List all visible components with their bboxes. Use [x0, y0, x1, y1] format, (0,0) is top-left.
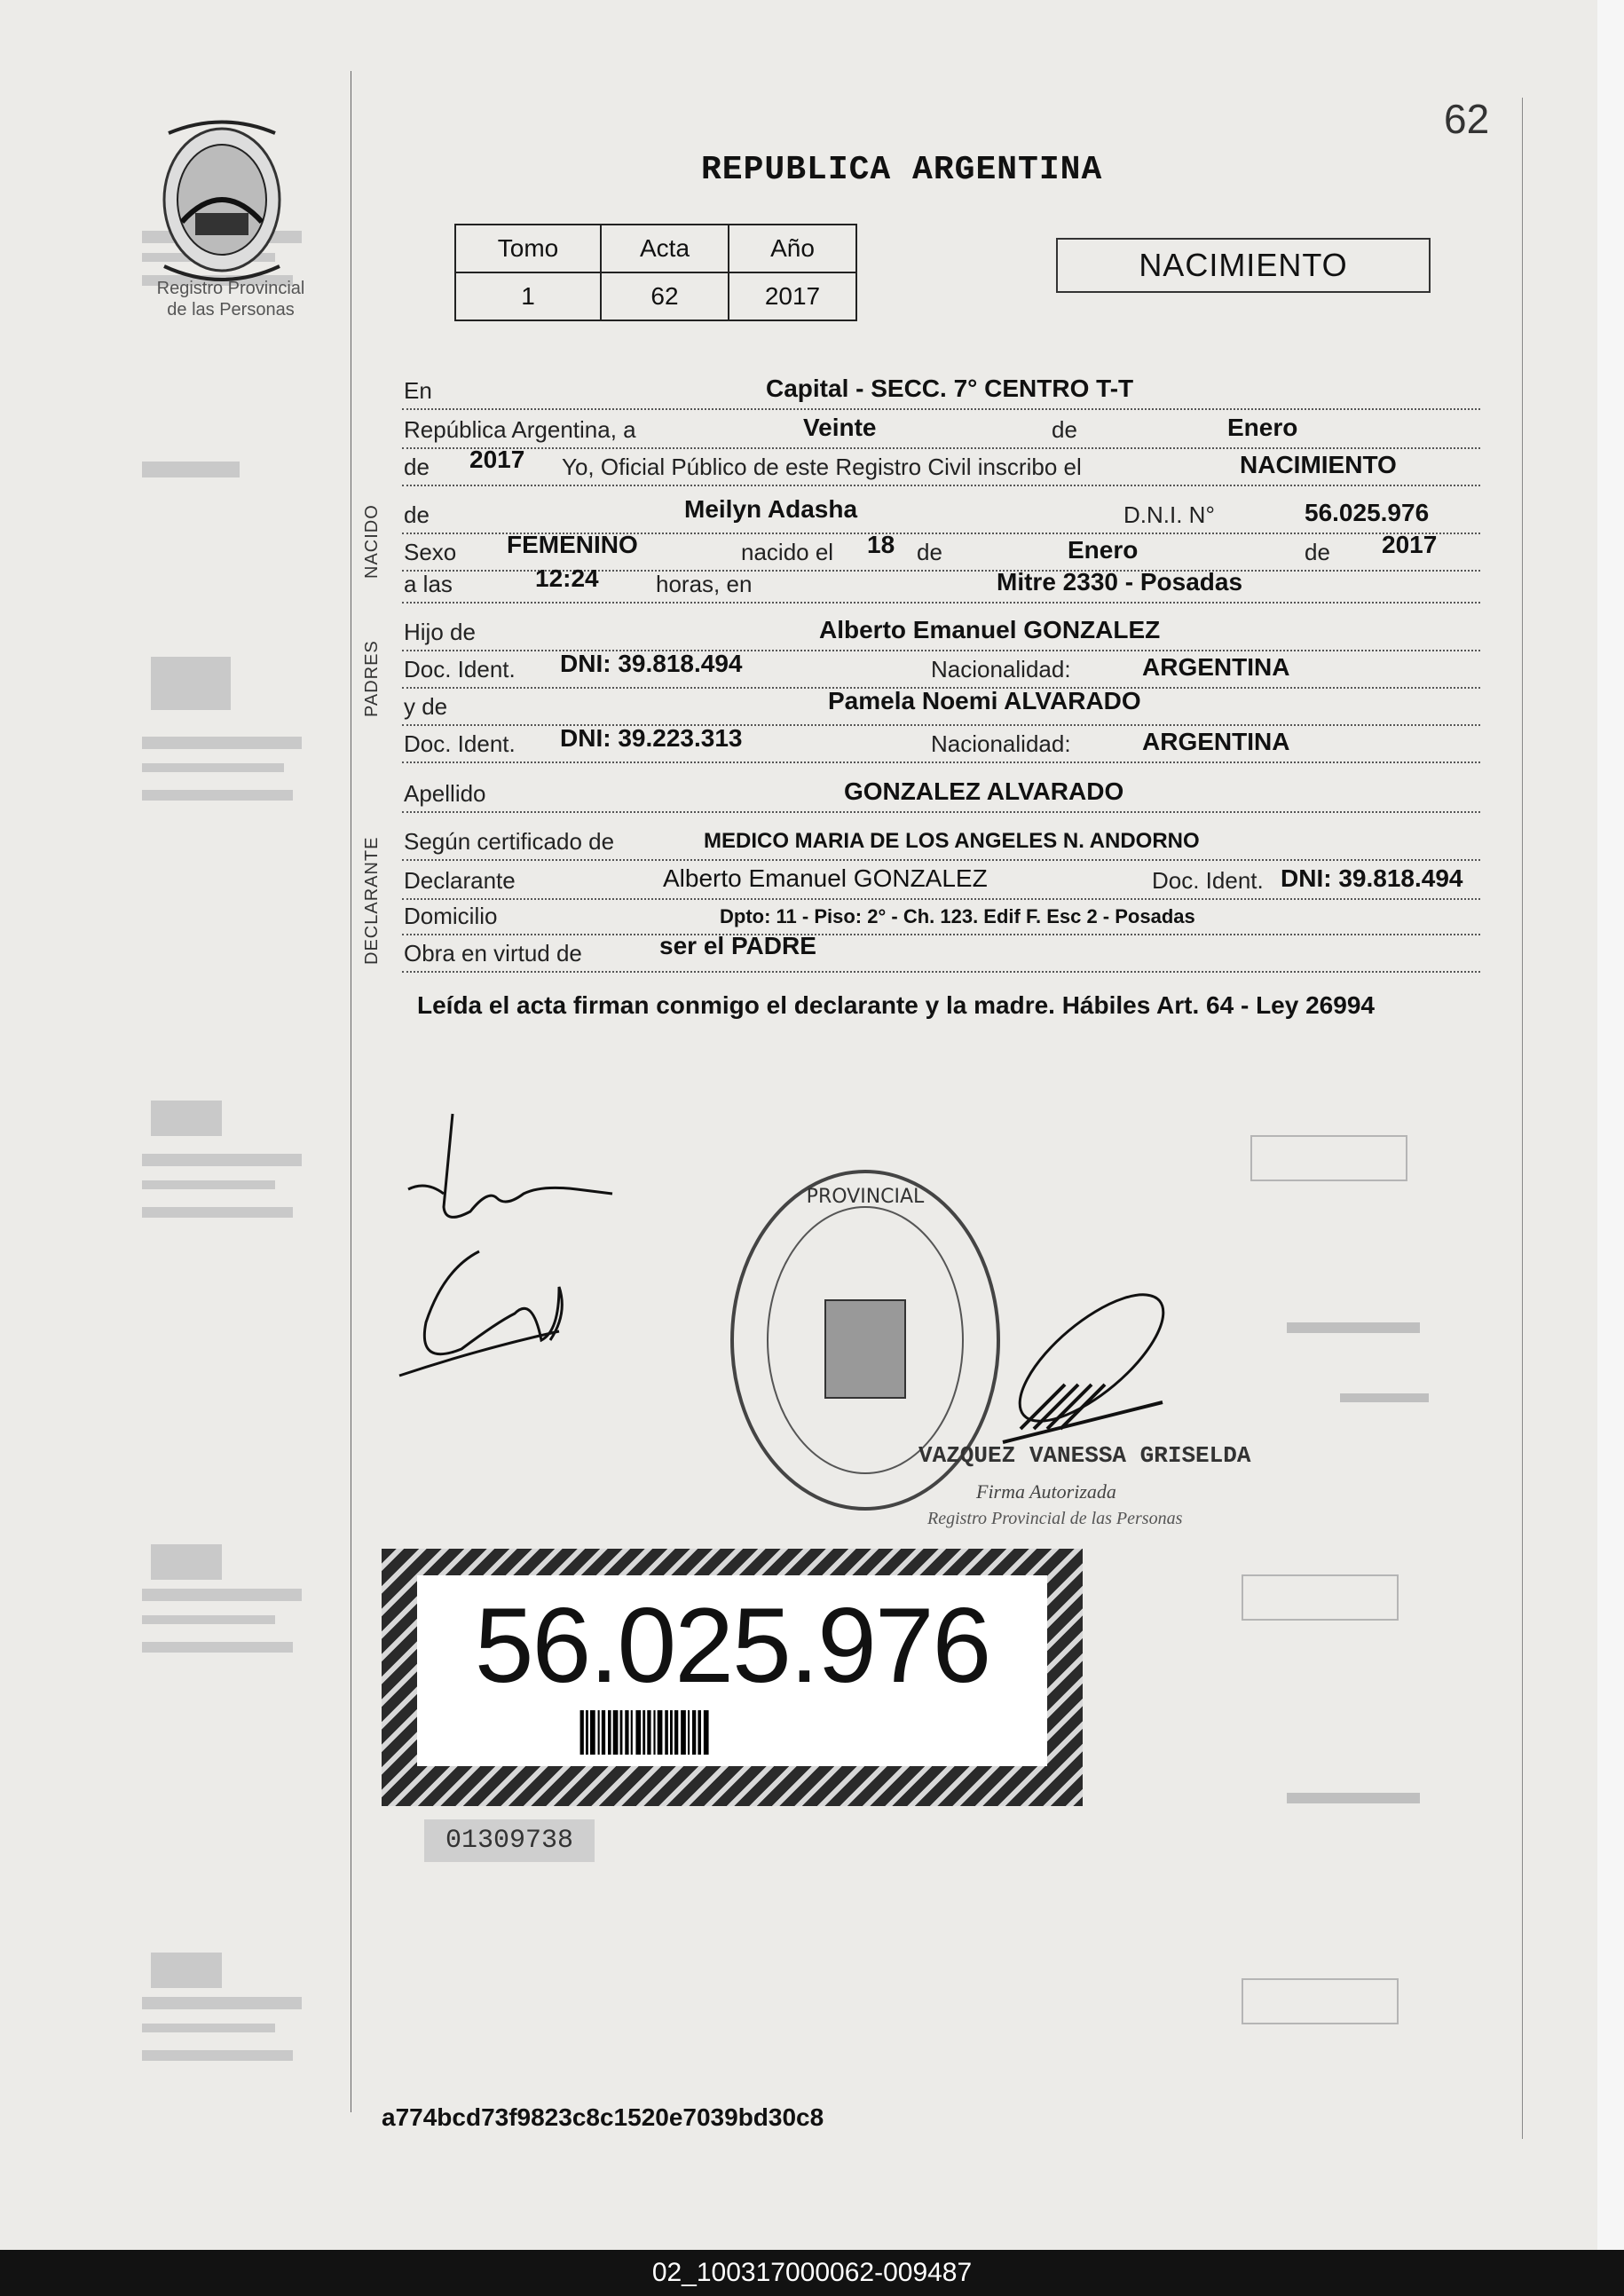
line-nombre — [402, 495, 1480, 534]
nombre-value: Meilyn Adasha — [684, 495, 858, 523]
madre-nacionalidad-label: Nacionalidad: — [931, 730, 1071, 757]
yo-label: Yo, Oficial Público de este Registro Civil inscribo el — [562, 454, 1082, 480]
declarante-label: Declarante — [404, 867, 516, 894]
line-inscribo — [402, 447, 1480, 486]
en-value: Capital - SECC. 7° CENTRO T-T — [766, 375, 1134, 402]
registry-caption: Registro Provincial de las Personas — [156, 279, 305, 320]
barcode-bars — [519, 1710, 945, 1755]
nacimiento-anio: 2017 — [1382, 531, 1438, 558]
anio-label: Año — [729, 225, 856, 272]
line-madre-doc — [402, 724, 1480, 763]
line-obra — [402, 934, 1480, 973]
line-hora — [402, 564, 1480, 604]
footer-id: 02_100317000062-009487 — [0, 2250, 1624, 2296]
barcode-label — [417, 1575, 1047, 1766]
page-number: 62 — [1444, 96, 1490, 142]
yde-label: y de — [404, 693, 448, 720]
dni-label: D.N.I. N° — [1123, 501, 1215, 528]
firma-autorizada: Firma Autorizada — [976, 1480, 1116, 1503]
padre-docident-label: Doc. Ident. — [404, 656, 516, 682]
apellido-value: GONZALEZ ALVARADO — [844, 777, 1124, 805]
line-apellido — [402, 774, 1480, 813]
nac-de-label: de — [917, 539, 942, 565]
section-label-nacido: NACIDO — [362, 504, 382, 579]
line-domicilio — [402, 896, 1480, 935]
serial-label: 01309738 — [424, 1819, 595, 1862]
tomo-value: 1 — [455, 272, 601, 320]
republica-label: República Argentina, a — [404, 416, 636, 443]
section-label-declarante: DECLARANTE — [362, 836, 382, 965]
inscribo-value: NACIMIENTO — [1240, 451, 1397, 478]
madre-docident-label: Doc. Ident. — [404, 730, 516, 757]
padre-nacionalidad-value: ARGENTINA — [1142, 653, 1290, 681]
sheet-edge — [1597, 0, 1624, 2250]
line-padre-doc — [402, 650, 1480, 689]
sexo-value: FEMENINO — [507, 531, 638, 558]
apellido-label: Apellido — [404, 780, 486, 807]
declarante-doc-value: DNI: 39.818.494 — [1281, 864, 1463, 892]
obra-value: ser el PADRE — [659, 932, 816, 959]
section-label-padres: PADRES — [362, 640, 382, 717]
nacido-el-label: nacido el — [741, 539, 834, 565]
segun-label: Según certificado de — [404, 828, 615, 855]
domicilio-label: Domicilio — [404, 903, 498, 929]
official-signature — [985, 1287, 1189, 1464]
closing-note: Leída el acta firman conmigo el declarante y la madre. Hábiles Art. 64 - Ley 26994 — [417, 991, 1375, 1019]
alas-label: a las — [404, 571, 453, 597]
right-margin-rule — [1522, 98, 1523, 2139]
bleed-through-marks — [133, 213, 364, 2166]
tomo-label: Tomo — [455, 225, 601, 272]
line-en — [402, 371, 1480, 410]
svg-text:PROVINCIAL: PROVINCIAL — [806, 1186, 925, 1208]
nacimiento-mes: Enero — [1068, 536, 1139, 564]
certificado-value: MEDICO MARIA DE LOS ANGELES N. ANDORNO — [704, 829, 1200, 853]
en-label: En — [404, 377, 432, 404]
declarante-docident-label: Doc. Ident. — [1152, 867, 1264, 894]
barcode-number: 56.025.976 — [474, 1586, 990, 1705]
registro-provincial: Registro Provincial de las Personas — [927, 1509, 1183, 1528]
line-fecha — [402, 410, 1480, 449]
dia-value: Veinte — [803, 414, 877, 441]
madre-doc-value: DNI: 39.223.313 — [560, 724, 743, 752]
sexo-label: Sexo — [404, 539, 457, 565]
de2-label: de — [404, 454, 430, 480]
padre-value: Alberto Emanuel GONZALEZ — [819, 616, 1161, 643]
domicilio-value: Dpto: 11 - Piso: 2° - Ch. 123. Edif F. Esc 2 - Posadas — [720, 905, 1195, 927]
margin-ghost-marks — [1207, 1101, 1473, 2210]
madre-nacionalidad-value: ARGENTINA — [1142, 728, 1290, 755]
document-hash: a774bcd73f9823c8c1520e7039bd30c8 — [382, 2103, 824, 2131]
line-certificado — [402, 822, 1480, 861]
act-type-box: NACIMIENTO — [1056, 238, 1431, 293]
signature-declarante — [390, 1109, 621, 1393]
de-label: de — [1052, 416, 1077, 443]
nombre-label: de — [404, 501, 430, 528]
acta-value: 62 — [601, 272, 729, 320]
declarante-value: Alberto Emanuel GONZALEZ — [663, 864, 988, 892]
madre-value: Pamela Noemi ALVARADO — [828, 687, 1141, 714]
mes-value: Enero — [1227, 414, 1298, 441]
line-madre — [402, 687, 1480, 726]
anio-inscripcion-value: 2017 — [469, 446, 525, 473]
barcode-sticker — [382, 1549, 1083, 1806]
padre-nacionalidad-label: Nacionalidad: — [931, 656, 1071, 682]
padre-doc-value: DNI: 39.818.494 — [560, 650, 743, 677]
horas-en-label: horas, en — [656, 571, 753, 597]
dni-value: 56.025.976 — [1305, 499, 1430, 526]
hora-value: 12:24 — [535, 564, 599, 592]
nacimiento-dia: 18 — [867, 531, 895, 558]
nac-de2-label: de — [1305, 539, 1330, 565]
line-declarante — [402, 861, 1480, 900]
obra-label: Obra en virtud de — [404, 940, 582, 967]
acta-label: Acta — [601, 225, 729, 272]
line-padre — [402, 612, 1480, 651]
hijo-label: Hijo de — [404, 619, 476, 645]
document-title: REPUBLICA ARGENTINA — [701, 151, 1103, 189]
lugar-value: Mitre 2330 - Posadas — [997, 568, 1243, 596]
anio-value: 2017 — [729, 272, 856, 320]
tomo-acta-anio-table — [454, 224, 857, 321]
official-name: VAZQUEZ VANESSA GRISELDA — [918, 1442, 1251, 1469]
